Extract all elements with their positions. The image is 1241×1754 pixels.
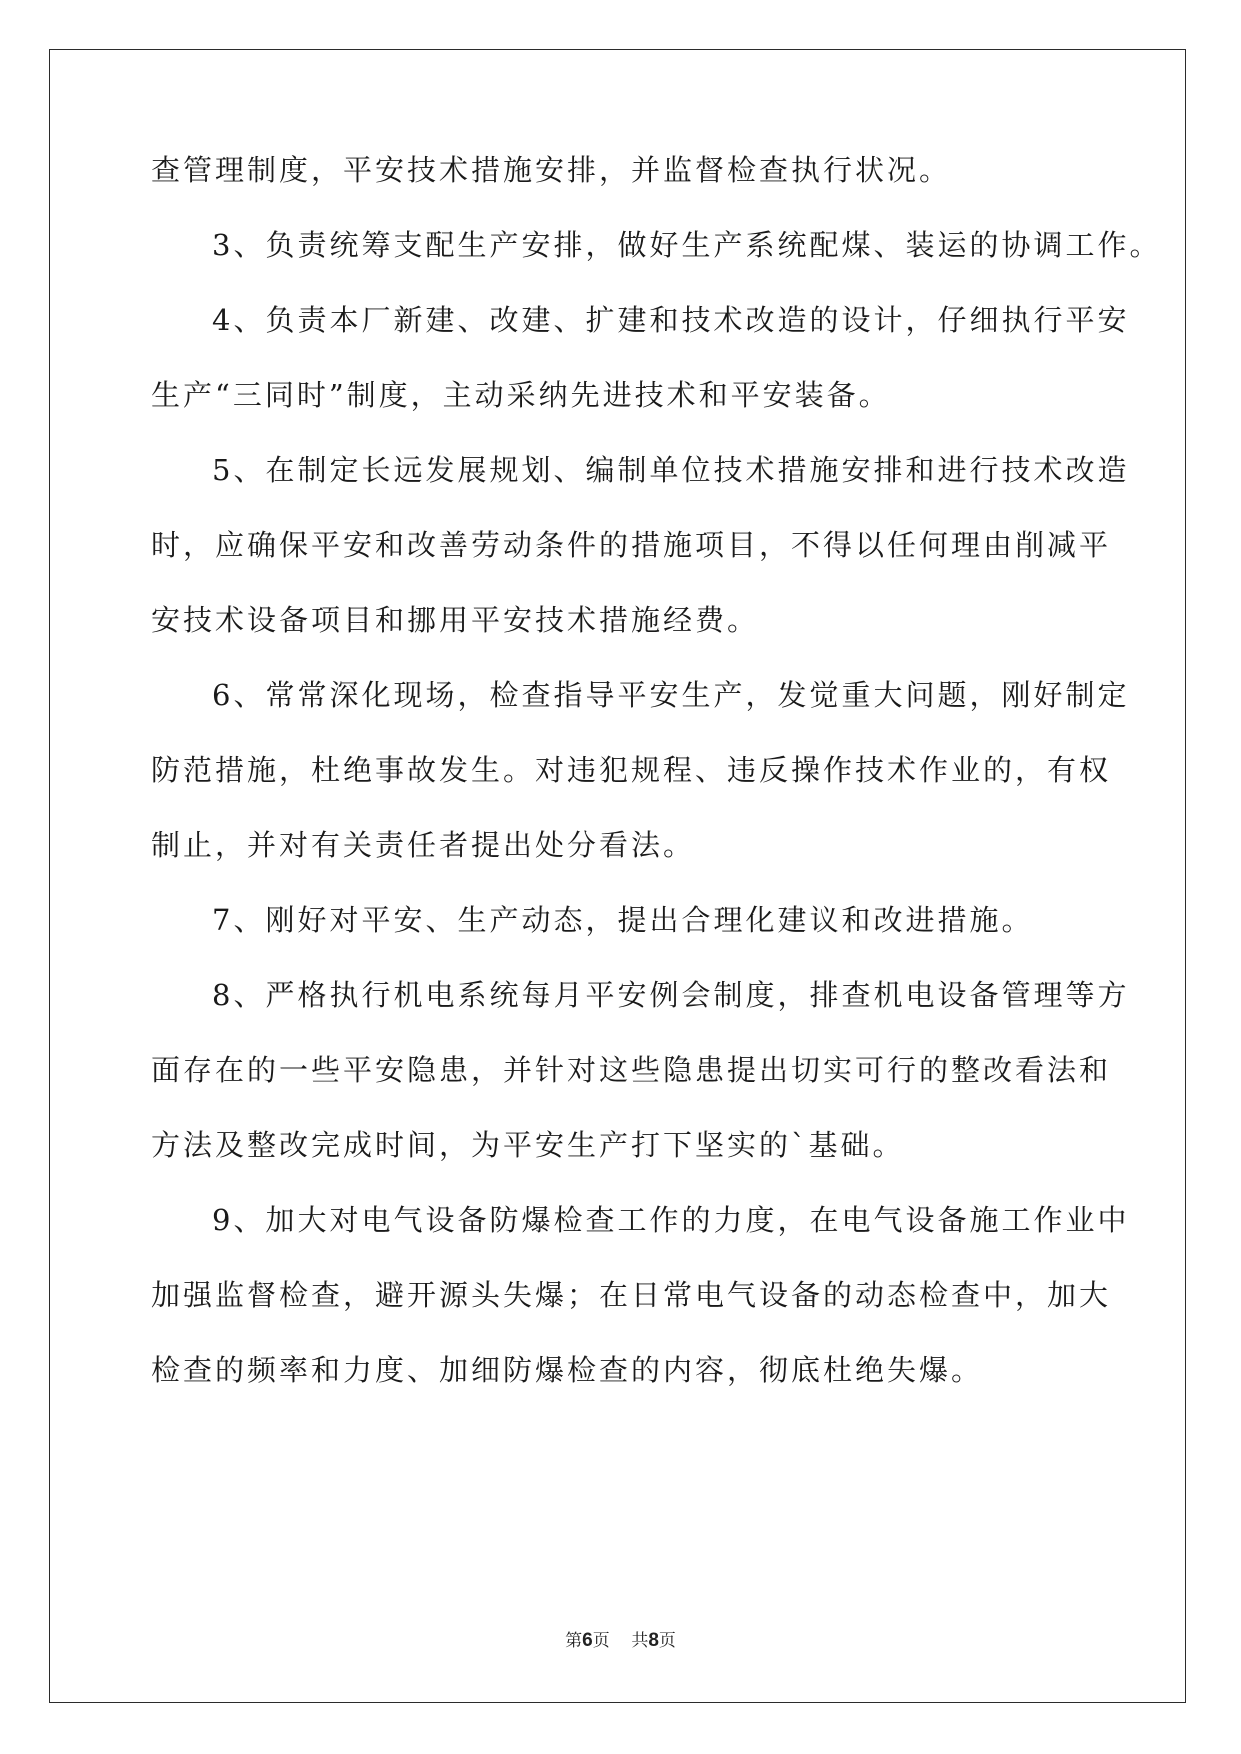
text-line: 7、刚好对平安、生产动态，提出合理化建议和改进措施。	[212, 903, 1034, 937]
text-line: 8、严格执行机电系统每月平安例会制度，排查机电设备管理等方	[212, 978, 1130, 1012]
text-line: 6、常常深化现场，检查指导平安生产，发觉重大问题，刚好制定	[212, 678, 1130, 712]
text-line: 防范措施，杜绝事故发生。对违犯规程、违反操作技术作业的，有权	[151, 753, 1112, 787]
footer-total-unit: 页	[658, 1631, 676, 1651]
page-number: 6	[582, 1630, 593, 1651]
total-pages: 8	[648, 1630, 659, 1651]
text-line: 9、加大对电气设备防爆检查工作的力度，在电气设备施工作业中	[212, 1203, 1130, 1237]
text-line: 4、负责本厂新建、改建、扩建和技术改造的设计，仔细执行平安	[212, 303, 1130, 337]
text-line: 方法及整改完成时间，为平安生产打下坚实的`基础。	[151, 1128, 905, 1162]
text-line: 安技术设备项目和挪用平安技术措施经费。	[151, 603, 760, 637]
text-line: 检查的频率和力度、加细防爆检查的内容，彻底杜绝失爆。	[151, 1353, 984, 1387]
text-line: 制止，并对有关责任者提出处分看法。	[151, 828, 696, 862]
text-line: 时，应确保平安和改善劳动条件的措施项目，不得以任何理由削减平	[151, 528, 1112, 562]
page-border	[49, 49, 1186, 1703]
text-line: 5、在制定长远发展规划、编制单位技术措施安排和进行技术改造	[212, 453, 1130, 487]
page-footer	[0, 1626, 1241, 1652]
footer-prefix: 第	[565, 1631, 583, 1651]
text-line: 加强监督检查，避开源头失爆；在日常电气设备的动态检查中，加大	[151, 1278, 1112, 1312]
text-line: 生产“三同时”制度，主动采纳先进技术和平安装备。	[151, 378, 891, 412]
footer-page-unit: 页	[592, 1631, 610, 1651]
text-line: 3、负责统筹支配生产安排，做好生产系统配煤、装运的协调工作。	[212, 228, 1162, 262]
footer-total-prefix: 共	[631, 1631, 649, 1651]
text-line: 面存在的一些平安隐患，并针对这些隐患提出切实可行的整改看法和	[151, 1053, 1112, 1087]
text-line: 查管理制度，平安技术措施安排，并监督检查执行状况。	[151, 153, 952, 187]
